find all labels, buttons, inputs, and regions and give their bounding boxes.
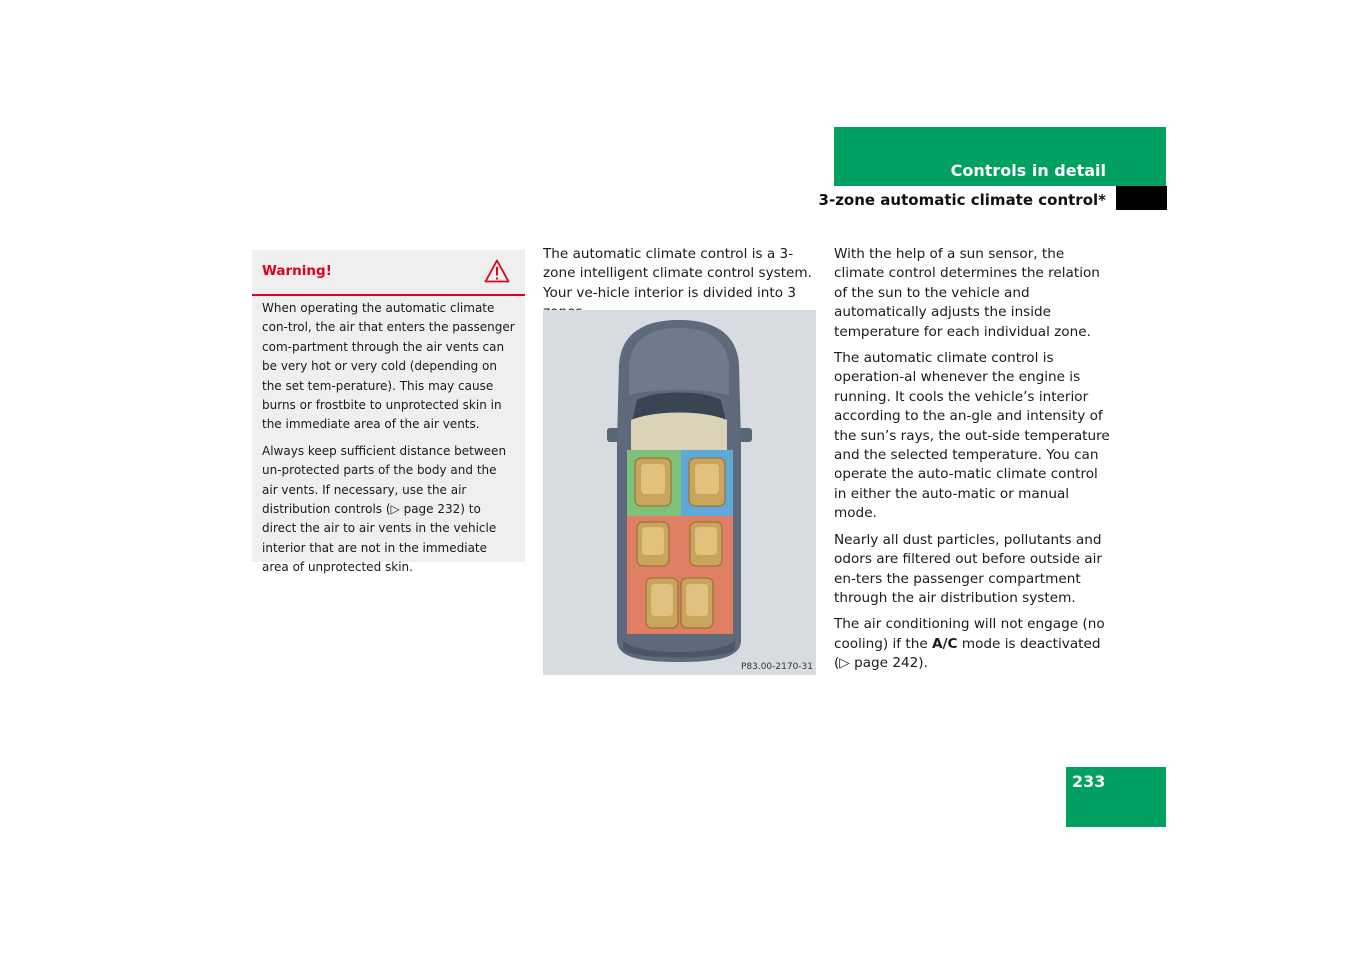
- page-number: 233: [1072, 772, 1106, 791]
- subsection-title: 3-zone automatic climate control*: [818, 191, 1106, 209]
- vehicle-top-view-illustration: [543, 310, 816, 675]
- vehicle-zone-figure: [543, 310, 816, 675]
- warning-header: [252, 250, 525, 296]
- page-number-box: [1066, 767, 1166, 827]
- paragraph-sun-sensor: With the help of a sun sensor, the climate control determines the relation of the sun to the vehicle and automatically adjusts the inside temperature for each individual zone.: [834, 246, 1100, 340]
- paragraph-filter: Nearly all dust particles, pollutants and odors are filtered out before outside air en-ters the passenger compartment through the air distribution system.: [834, 531, 1102, 606]
- ac-button-label: A/C: [932, 635, 958, 652]
- warning-title: Warning!: [262, 263, 332, 279]
- warning-paragraph-1: When operating the automatic climate con-trol, the air that enters the passenger com-partment through the air vents can be very hot or very cold (depending on the set tem-perature). This may cause burns or frostbite to unprotected skin in the immediate area of the air vents.: [262, 301, 515, 432]
- section-title: Controls in detail: [950, 161, 1106, 180]
- ac-text-before: The air conditioning will not engage (no cooling) if the: [834, 616, 1105, 652]
- paragraph-operation: The automatic climate control is operation-al whenever the engine is running. It cools the vehicle’s interior according to the an-gle and intensity of the sun’s rays, the out-side temperature and the selected temperature. You can operate the auto-matic climate control in either the auto-matic or manual mode.: [834, 350, 1110, 522]
- paragraph-ac: [834, 615, 1114, 673]
- warning-triangle-icon: [484, 259, 510, 283]
- section-header-bar: [834, 127, 1166, 186]
- figure-code: P83.00-2170-31: [740, 662, 813, 672]
- section-tab-marker: [1116, 186, 1167, 210]
- warning-paragraph-2: Always keep sufficient distance between un-protected parts of the body and the air vents. If necessary, use the air distribution controls (▷ page 232) to direct the air to air vents in the vehicle interior that are not in the immediate area of unprotected skin.: [262, 443, 507, 575]
- warning-box: [252, 250, 525, 575]
- ac-text-after: mode is deactivated (▷ page 242).: [834, 635, 1101, 672]
- intro-paragraph: The automatic climate control is a 3-zone intelligent climate control system. Your ve-hicle interior is divided into 3: [543, 246, 812, 301]
- column-2: [834, 245, 1114, 681]
